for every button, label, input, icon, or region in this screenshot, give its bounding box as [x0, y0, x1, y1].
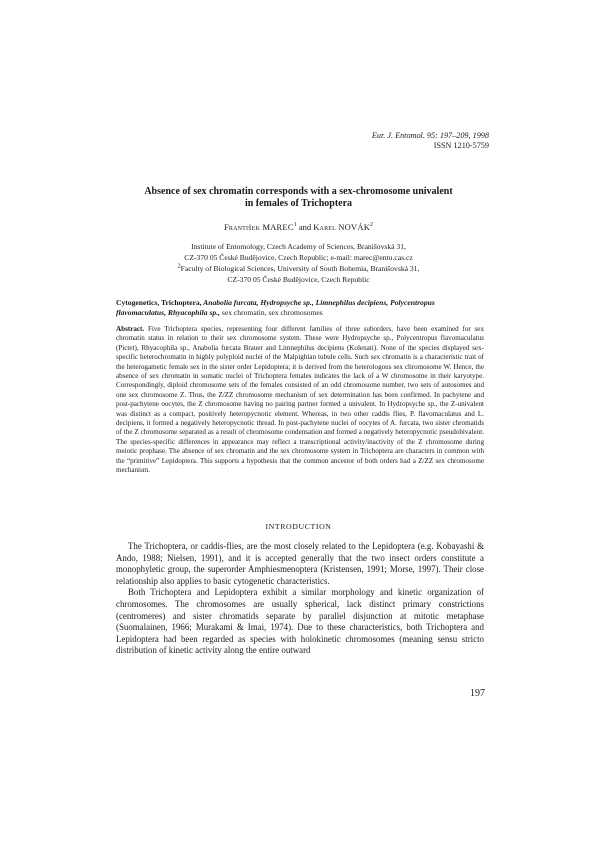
keywords-rest: sex chromatin, sex chromosomes — [220, 308, 323, 317]
author-1-name: František MAREC — [223, 222, 294, 232]
journal-issn: ISSN 1210-5759 — [433, 141, 489, 150]
abstract-label: Abstract. — [116, 325, 145, 333]
page-number: 197 — [470, 688, 485, 699]
affiliation-1-line-1: Institute of Entomology, Czech Academy of Sciences, Branišovská 31, — [191, 242, 406, 251]
author-1-affiliation-mark: 1 — [293, 222, 297, 229]
author-2-name: Karel NOVÁK — [313, 222, 371, 232]
journal-citation: Eur. J. Entomol. 95: 197–209, 1998 — [371, 131, 489, 140]
section-heading-introduction: INTRODUCTION — [265, 522, 332, 531]
introduction-paragraph-2: Both Trichoptera and Lepidoptera exhibit a similar morphology and kinetic organization of chromosomes. The chromosomes are usually spherical, lack distinct primary constrictions (centromeres) and sister chromatids separate by parallel disjunction at mitotic metaphase (Suomalainen, 1966; Murakami & Imai, 1974). Due to these characteristics, both Trichoptera and Lepidoptera had been regarded as species with holokinetic chromosomes (meaning sensu stricto distribution of kinetic activity along the entire outward — [116, 587, 484, 656]
article-title — [100, 186, 497, 210]
abstract — [116, 325, 484, 476]
author-conjunction: and — [296, 222, 314, 232]
introduction-paragraph-1: The Trichoptera, or caddis-flies, are the most closely related to the Lepidoptera (e.g. Kobayashi & Ando, 1988; Nielsen, 1991), and it is accepted generally that the two insect orders constitute a monophyletic group, the superorder Amphiesmenoptera (Kristensen, 1991; Morse, 1997). Their close relationship also applies to basic cytogenetic characteristics. — [116, 541, 484, 586]
article-title-line-1: Absence of sex chromatin corresponds with a sex-chromosome univalent — [144, 186, 453, 197]
affiliation-2-text: Faculty of Biological Sciences, University of South Bohemia, Branišovská 31, — [180, 264, 420, 273]
introduction-body — [116, 541, 484, 657]
author-2-affiliation-mark: 2 — [370, 222, 374, 229]
affiliations — [100, 242, 497, 286]
author-list — [100, 222, 497, 232]
keywords-label: Cytogenetics, Trichoptera, — [116, 298, 202, 307]
affiliation-2-mark: 2 — [177, 263, 181, 270]
affiliation-2-line-2: CZ-370 05 České Budějovice, Czech Republic — [227, 275, 370, 284]
keywords — [116, 298, 484, 318]
keywords-taxa: Anabolia furcata, Hydropsyche sp., Limnephilus decipiens, Polycentropus flavomaculatus, Rhyacophila sp., — [116, 298, 435, 317]
affiliation-2-line-1 — [100, 264, 497, 274]
abstract-text: Five Trichoptera species, representing four different families of three suborders, have been examined for sex chromatin status in relation to their sex chromosome system. These were Hydropsyche sp., Polycentropus flavomaculatus (Pictet), Rhyacophila sp., Anabolia furcata Brauer and Limnephilus decipiens (Kolenati). None of the species displayed sex-specific heterochromatin in highly polyploid nuclei of the Malpighian tubule cells. Such sex chromatin is a characteristic trait of the heterogametic female sex in the sister order Lepidoptera; it is derived from the heterologous sex chromosome W. Hence, the absence of sex chromatin in somatic nuclei of Trichoptera females indicates the lack of a W chromosome in their karyotype. Correspondingly, diploid chromosome sets of the females consisted of an odd chromosome number, two sets of autosomes and one sex chromosome Z. Thus, the Z/ZZ chromosome mechanism of sex determination has been confirmed. In pachytene and post-pachytene oocytes, the Z chromosome having no pairing partner formed a univalent. In Hydropsyche sp., the Z-univalent was distinct as a compact, positively heteropycnotic element. Whereas, in two other caddis flies, P. flavomaculatus and L. decipiens, it formed a negatively heteropycnotic thread. In post-pachytene nuclei of oocytes of A. furcata, two sister chromatids of the Z chromosome separated as a result of chromosome condensation and formed a negatively heteropycnotic pseudobivalent. The species-specific differences in appearance may reflect a transcriptional activity/inactivity of the Z chromosome during meiotic prophase. The absence of sex chromatin and the sex chromosome system in Trichoptera are characters in common with the “primitive” Lepidoptera. This supports a hypothesis that the common ancestor of both orders had a Z/ZZ sex chromosome mechanism. — [116, 325, 484, 475]
article-title-line-2: in females of Trichoptera — [244, 198, 353, 209]
journal-header — [372, 131, 489, 151]
affiliation-1-line-2: CZ-370 05 České Budějovice, Czech Republic; e-mail: marec@entu.cas.cz — [184, 253, 413, 262]
